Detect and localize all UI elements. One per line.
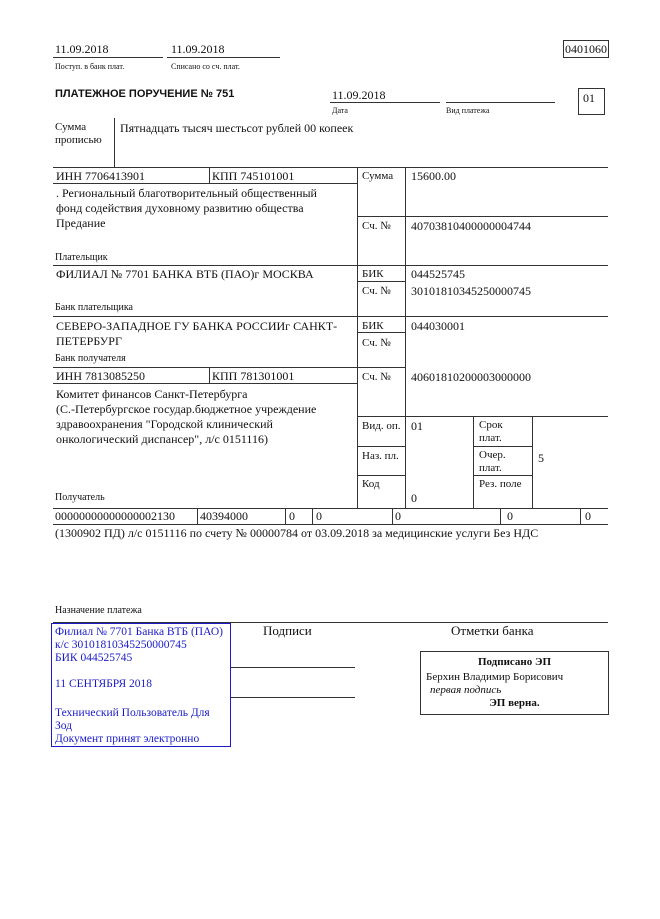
recipient-bank-label: Банк получателя — [55, 353, 126, 364]
tax-field-oktmo: 40394000 — [200, 509, 248, 523]
payer-inn: ИНН 7706413901 — [56, 169, 145, 183]
tax-field: 0 — [316, 509, 322, 523]
recipient-inn: ИНН 7813085250 — [56, 369, 145, 383]
payer-name-line: . Региональный благотворительный общественный — [56, 186, 317, 200]
divider — [357, 281, 405, 282]
esign-role: первая подпись — [430, 684, 502, 696]
divider — [53, 316, 608, 317]
priority-label: Очер. плат. — [479, 449, 506, 474]
recipient-bank-bik: 044030001 — [411, 319, 465, 333]
stamp-line: Документ принят электронно — [55, 733, 200, 745]
recipient-account: 40601810200003000000 — [411, 370, 531, 384]
bank-marks-label: Отметки банка — [451, 623, 534, 638]
tax-field: 0 — [507, 509, 513, 523]
divider — [53, 367, 405, 368]
recipient-name-line: Комитет финансов Санкт-Петербурга — [56, 387, 248, 401]
divider — [446, 102, 555, 103]
divider — [473, 446, 532, 447]
divider — [114, 118, 115, 167]
op-type: 01 — [411, 419, 423, 433]
recipient-kpp: КПП 781301001 — [212, 369, 295, 383]
divider — [473, 475, 532, 476]
sum-label: Сумма — [362, 170, 394, 182]
divider — [580, 508, 581, 524]
payer-label: Плательщик — [55, 252, 108, 263]
payer-account: 40703810400000004744 — [411, 219, 531, 233]
order-date: 11.09.2018 — [332, 88, 386, 102]
purpose-text: (1300902 ПД) л/с 0151116 по счету № 00000784 от 03.09.2018 за медицинские услуги Без НДС — [55, 526, 539, 540]
stamp-line: к/с 30101810345250000745 — [55, 639, 187, 651]
tax-field-kbk: 00000000000000002130 — [55, 509, 175, 523]
divider — [500, 508, 501, 524]
divider — [53, 383, 357, 384]
esign-box — [420, 651, 609, 715]
purpose-label: Назначение платежа — [55, 605, 142, 616]
sum-value: 15600.00 — [411, 169, 456, 183]
divider — [357, 167, 358, 508]
tax-field: 0 — [289, 509, 295, 523]
reserve-label: Рез. поле — [479, 478, 522, 490]
form-code: 0401060 — [565, 42, 607, 56]
op-type-label: Вид. оп. — [362, 420, 401, 432]
received-date: 11.09.2018 — [55, 42, 109, 56]
recipient-bank-name-line: ПЕТЕРБУРГ — [56, 334, 122, 348]
status-code: 01 — [578, 88, 605, 115]
received-label: Поступ. в банк плат. — [55, 62, 125, 71]
payer-bank-name: ФИЛИАЛ № 7701 БАНКА ВТБ (ПАО)г МОСКВА — [56, 267, 314, 281]
recipient-name-line: (С.-Петербургское государ.бюджетное учреждение — [56, 402, 317, 416]
code-label: Код — [362, 478, 380, 490]
divider — [312, 508, 313, 524]
signature-line — [231, 667, 355, 668]
divider — [357, 216, 608, 217]
recipient-bank-account-label: Сч. № — [362, 337, 391, 349]
stamp-line: 11 СЕНТЯБРЯ 2018 — [55, 678, 153, 690]
divider — [197, 508, 198, 524]
esign-title: Подписано ЭП — [477, 656, 552, 668]
divider — [392, 508, 393, 524]
divider — [330, 102, 440, 103]
divider — [53, 57, 163, 58]
divider — [357, 416, 608, 417]
payment-type-label: Вид платежа — [446, 106, 490, 115]
recipient-label: Получатель — [55, 492, 105, 503]
esign-signer: Берхин Владимир Борисович — [426, 671, 564, 683]
recipient-account-label: Сч. № — [362, 371, 391, 383]
divider — [53, 265, 608, 266]
divider — [209, 167, 210, 183]
divider — [357, 446, 405, 447]
divider — [405, 167, 406, 508]
priority-value: 5 — [538, 451, 544, 465]
recipient-name-line: здравоохранения "Городской клинический — [56, 417, 273, 431]
recipient-name-line: онкологический диспансер", л/с 0151116) — [56, 432, 268, 446]
divider — [357, 475, 405, 476]
divider — [53, 167, 608, 168]
signature-line — [231, 697, 355, 698]
amount-words-label: Сумма прописью — [55, 121, 102, 146]
date-label: Дата — [332, 106, 348, 115]
stamp-line: Филиал № 7701 Банка ВТБ (ПАО) — [55, 626, 223, 638]
payer-name-line: Предание — [56, 216, 106, 230]
divider — [53, 183, 357, 184]
divider — [53, 524, 608, 525]
payer-bank-label: Банк плательщика — [55, 302, 133, 313]
divider — [167, 57, 280, 58]
payer-kpp: КПП 745101001 — [212, 169, 295, 183]
stamp-line: Технический Пользователь Для — [55, 707, 210, 719]
recipient-bank-bik-label: БИК — [362, 320, 384, 332]
purpose-code-label: Наз. пл. — [362, 450, 399, 462]
debited-label: Списано со сч. плат. — [171, 62, 240, 71]
recipient-bank-name-line: СЕВЕРО-ЗАПАДНОЕ ГУ БАНКА РОССИИг САНКТ- — [56, 319, 338, 333]
code-value: 0 — [411, 491, 417, 505]
divider — [285, 508, 286, 524]
payer-bank-bik-label: БИК — [362, 268, 384, 280]
amount-words: Пятнадцать тысяч шестьсот рублей 00 копеек — [120, 121, 354, 135]
tax-field: 0 — [395, 509, 401, 523]
stamp-line: БИК 044525745 — [55, 652, 133, 664]
debited-date: 11.09.2018 — [171, 42, 225, 56]
tax-field: 0 — [585, 509, 591, 523]
payer-bank-bik: 044525745 — [411, 267, 465, 281]
esign-verdict: ЭП верна. — [489, 697, 540, 709]
signatures-label: Подписи — [263, 623, 312, 638]
payer-account-label: Сч. № — [362, 220, 391, 232]
stamp-line: Зод — [55, 720, 73, 732]
payer-bank-account-label: Сч. № — [362, 285, 391, 297]
divider — [473, 416, 474, 508]
divider — [532, 416, 533, 508]
payer-name-line: фонд содействия духовному развитию общества — [56, 201, 304, 215]
payer-bank-account: 30101810345250000745 — [411, 284, 531, 298]
page-title: ПЛАТЕЖНОЕ ПОРУЧЕНИЕ № 751 — [55, 88, 235, 100]
divider — [209, 367, 210, 383]
term-label: Срок плат. — [479, 419, 503, 444]
